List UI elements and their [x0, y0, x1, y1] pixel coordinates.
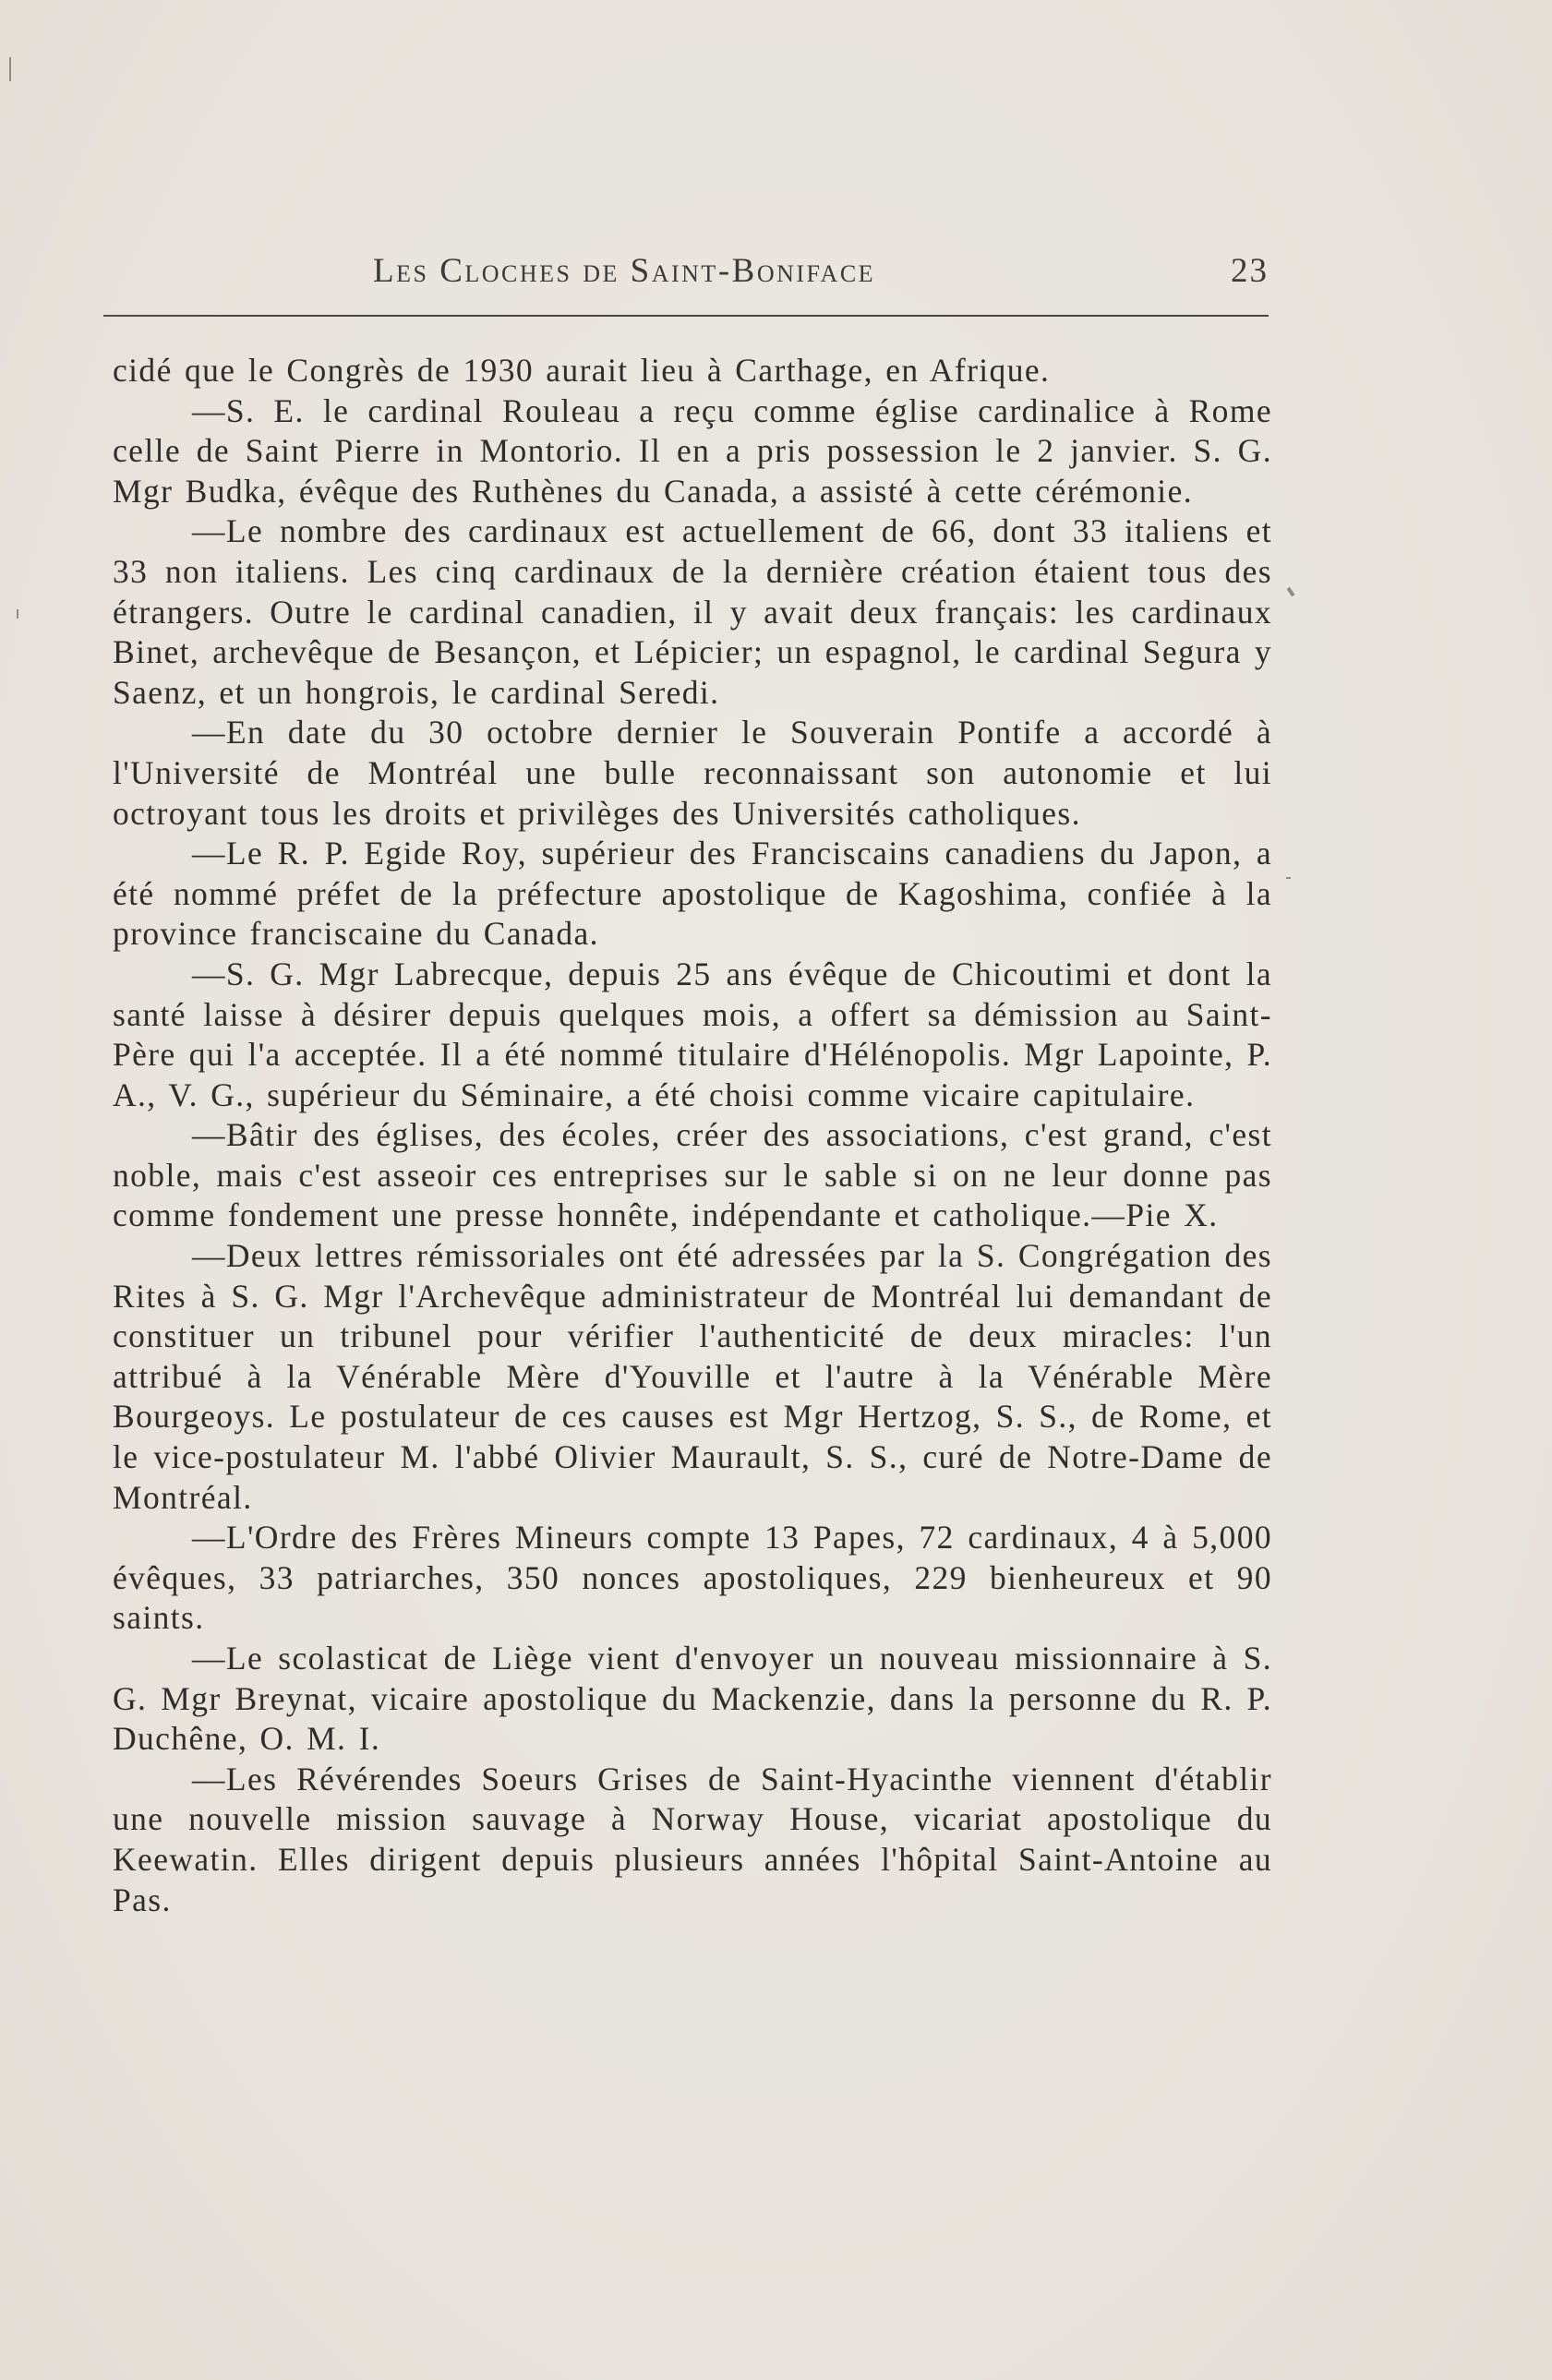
paragraph-liege: —Le scolasticat de Liège vient d'envoyer un nouveau missionnaire à S. G. Mgr Breynat, vicaire apostolique du Mackenzie, dans la personne du R. P. Duchêne, O. M. I. — [113, 1640, 1272, 1758]
scan-speck — [17, 609, 18, 619]
paragraph-continuation: cidé que le Congrès de 1930 aurait lieu à Carthage, en Afrique. — [113, 352, 1051, 389]
scan-speck — [1286, 877, 1291, 879]
scan-speck — [9, 57, 11, 81]
running-title: Les Cloches de Saint-Boniface — [373, 252, 876, 290]
paragraph-labrecque: —S. G. Mgr Labrecque, depuis 25 ans évêque de Chicoutimi et dont la santé laisse à désirer depuis quelques mois, a offert sa démission au Saint-Père qui l'a acceptée. Il a été nommé titulaire d'Hélénopolis. Mgr Lapointe, P. A., V. G., supérieur du Séminaire, a été choisi comme vicaire capitulaire. — [113, 955, 1272, 1113]
paragraph-cardinals: —Le nombre des cardinaux est actuellement de 66, dont 33 italiens et 33 non italiens. Les cinq cardinaux de la dernière création étaient tous des étrangers. Outre le cardinal canadien, il y avait deux français: les cardinaux Binet, archevêque de Besançon, et Lépicier; un espagnol, le cardinal Segura y Saenz, et un hongrois, le cardinal Seredi. — [113, 512, 1272, 711]
paragraph-rouleau: —S. E. le cardinal Rouleau a reçu comme église cardinalice à Rome celle de Saint Pierre in Montorio. Il en a pris possession le 2 janvier. S. G. Mgr Budka, évêque des Ruthènes du Canada, a assisté à cette cérémonie. — [113, 391, 1272, 510]
paragraph-soeurs-grises: —Les Révérendes Soeurs Grises de Saint-Hyacinthe viennent d'établir une nouvelle mission sauvage à Norway House, vicariat apostolique du Keewatin. Elles dirigent depuis plusieurs années l'hôpital Saint-Antoine au Pas. — [113, 1760, 1272, 1918]
header-rule — [103, 315, 1269, 317]
page-number: 23 — [1231, 252, 1269, 290]
paragraph-universite: —En date du 30 octobre dernier le Souverain Pontife a accordé à l'Université de Montréal une bulle reconnaissant son autonomie et lui octroyant tous les droits et privilèges des Universités catholiques. — [113, 714, 1272, 832]
paragraph-egide-roy: —Le R. P. Egide Roy, supérieur des Franciscains canadiens du Japon, a été nommé préfet de la préfecture apostolique de Kagoshima, confiée à la province franciscaine du Canada. — [113, 835, 1272, 953]
running-header — [113, 242, 1269, 297]
article-body — [113, 351, 1272, 1920]
paragraph-remissoriales: —Deux lettres rémissoriales ont été adressées par la S. Congrégation des Rites à S. G. Mgr l'Archevêque administrateur de Montréal lui demandant de constituer un tribunel pour vérifier l'authenticité de deux miracles: l'un attribué à la Vénérable Mère d'Youville et l'autre à la Vénérable Mère Bourgeoys. Le postulateur de ces causes est Mgr Hertzog, S. S., de Rome, et le vice-postulateur M. l'abbé Olivier Maurault, S. S., curé de Notre-Dame de Montréal. — [113, 1237, 1272, 1516]
paragraph-pie-x: —Bâtir des églises, des écoles, créer des associations, c'est grand, c'est noble, mais c'est asseoir ces entreprises sur le sable si on ne leur donne pas comme fondement une presse honnête, indépendante et catholique.—Pie X. — [113, 1116, 1272, 1234]
paragraph-freres-mineurs: —L'Ordre des Frères Mineurs compte 13 Papes, 72 cardinaux, 4 à 5,000 évêques, 33 patriarches, 350 nonces apostoliques, 229 bienheureux et 90 saints. — [113, 1519, 1272, 1637]
scan-speck — [1286, 587, 1294, 596]
